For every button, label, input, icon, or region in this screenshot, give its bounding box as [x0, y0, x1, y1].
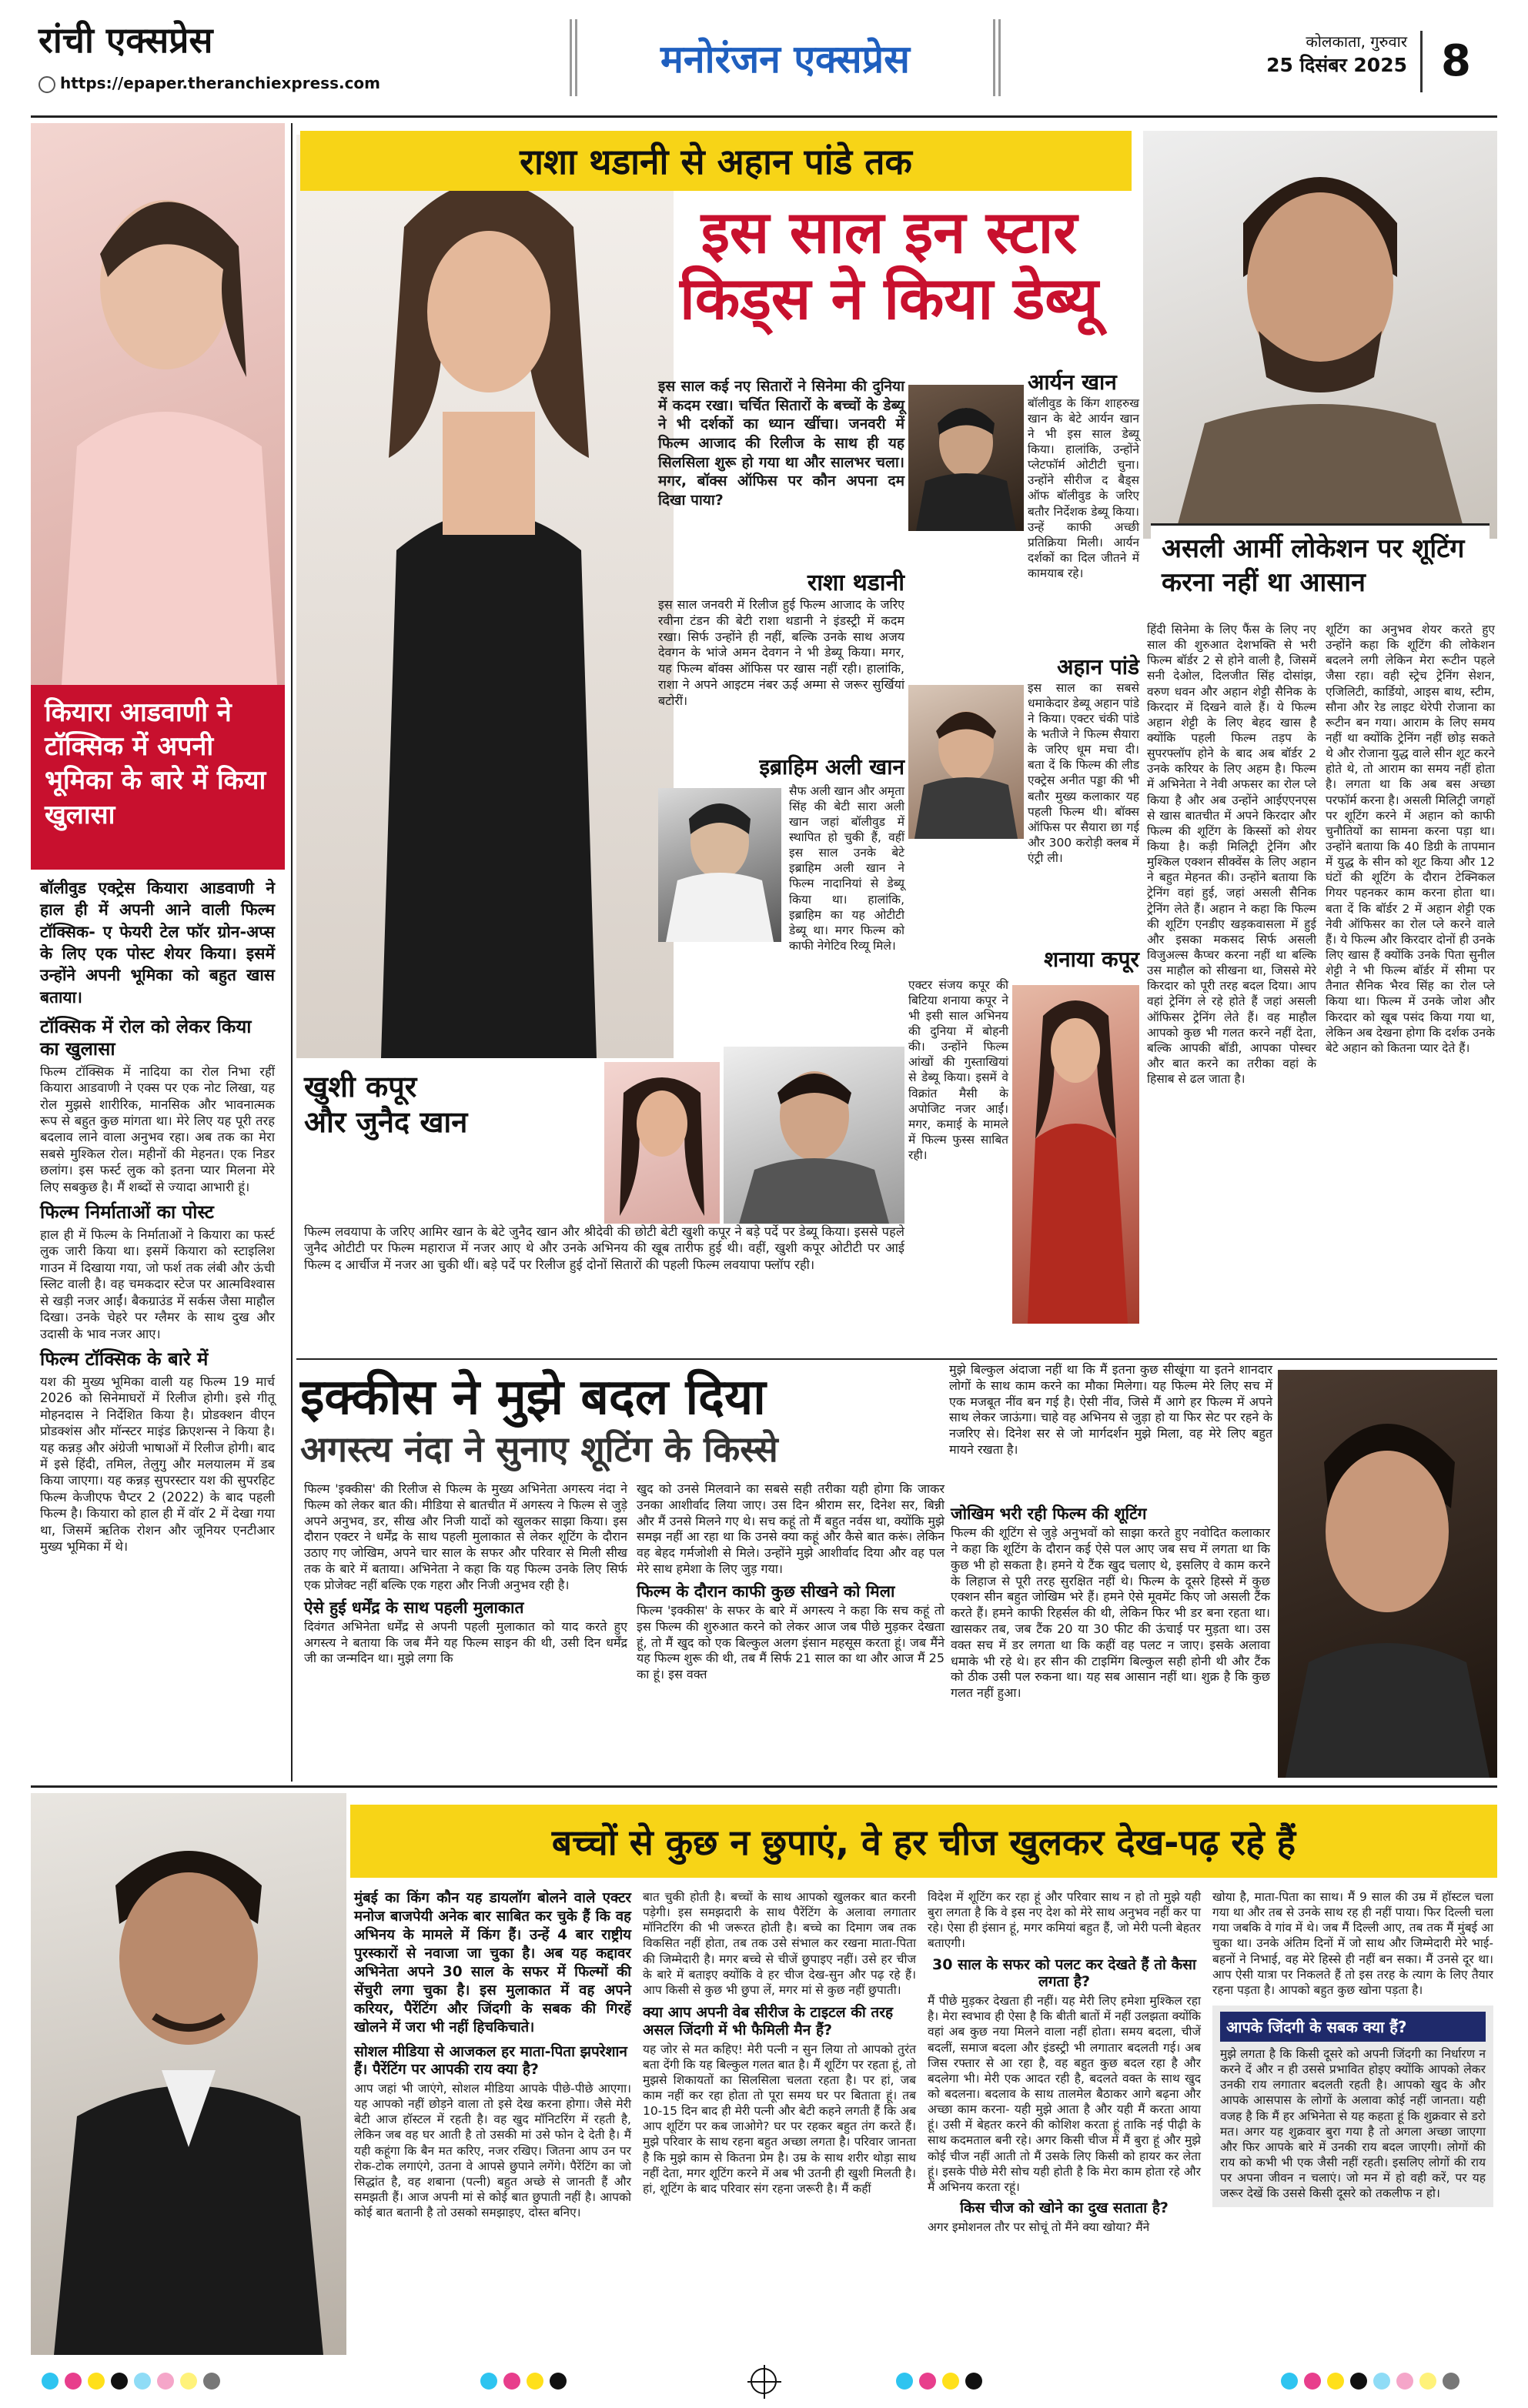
army-headline: असली आर्मी लोकेशन पर शूटिंग करना नहीं था आसान [1151, 523, 1490, 606]
khushi-name-2: और जुनैद खान [304, 1104, 468, 1139]
footer-marks [0, 2366, 1528, 2397]
ikkis-col-3 [951, 1505, 1270, 1702]
ikkis-col1-sub: ऐसे हुई धर्मेंद्र के साथ पहली मुलाकात [304, 1598, 524, 1617]
agastya-photo [1278, 1370, 1497, 1778]
rasha-body: इस साल जनवरी में रिलीज हुई फिल्म आजाद के जरिए रवीना टंडन की बेटी राशा थडानी ने इंडस्ट्री में कदम रखा। सिर्फ उन्होंने ही नहीं, बल्कि उनके साथ अजय देवगन के भांजे अमन देवगन ने भी डेब्यू किया। मगर, यह फिल्म बॉक्स ऑफिस पर खास नहीं रही। हालांकि, राशा ने अपने आइटम नंबर ऊई अम्मा से जरूर सुर्खियां बटोरीं। [658, 597, 904, 708]
ahaan-name: अहान पांडे [1057, 654, 1139, 680]
kiara-headline: कियारा आडवाणी ने टॉक्सिक में अपनी भूमिका के बारे में किया खुलासा [45, 697, 266, 830]
army-body-1: हिंदी सिनेमा के लिए फैंस के लिए नए साल की शुरुआत देशभक्ति से भरी फिल्म बॉर्डर 2 से होने वाली है, जिसमें सनी देओल, दिलजीत सिंह दोसांझ, वरुण धवन और अहान शेट्टी सैनिक के किरदार में दिखने वाले हैं। ये फिल्म अहान शेट्टी के लिए बेहद खास है क्योंकि पहली फिल्म तड़प के सुपरफ्लॉप होने के बाद अब बॉर्डर 2 उनके करियर के लिए अहम है। फिल्म में अभिनेता ने नेवी अफसर का रोल प्ले किया है और अब उन्होंने आईएएनएस से खास बातचीत में अपने किरदार और फिल्म की शूटिंग के किस्सों को शेयर किया है। कड़ी मिलिट्री ट्रेनिंग और मुश्किल एक्शन सीक्वेंस के लिए अहान ने बहुत मेहनत की। उन्होंने बताया कि ट्रेनिंग वहां हुई, जहां असली सैनिक ट्रेनिंग लेते हैं। अहान ने कहा कि फिल्म की शूटिंग एनडीए खड़कवासला में हुई और इसका मकसद सिर्फ असली विजुअल्स कैप्चर करना नहीं था बल्कि उस माहौल को सीखना था, जिससे मेरे किरदार को पूरी तरह बदल दिया। आप वहां ट्रेनिंग ले रहे होते हैं जहां असली ऑफिसर ट्रेनिंग लेते हैं। वह माहौल आपको कुछ भी गलत करने नहीं देता, बल्कि आपकी बॉडी, आपका पोस्चर और बात करने का तरीका वहां के हिसाब से ढल जाता है। [1147, 623, 1316, 1087]
kiara-article [40, 877, 275, 1555]
ikkis-col2-b: फिल्म 'इक्कीस' के सफर के बारे में अगस्त्य ने कहा कि सच कहूं तो इस फिल्म की शुरुआत करने को लेकर आज जब पीछे मुड़कर देखता हूं, तो मैं खुद को एक बिल्कुल अलग इंसान महसूस करता हूं। जब मैंने यह फिल्म शुरू की थी, तब मैं सिर्फ 21 साल का था और आज मैं 25 का हूं। इस वक्त [637, 1602, 945, 1682]
kiara-sub-2: फिल्म निर्माताओं का पोस्ट [40, 1201, 214, 1224]
dateline [1253, 31, 1407, 78]
aryan-photo [908, 385, 1024, 531]
kids-headline [639, 200, 1139, 332]
manoj-col-1 [354, 1889, 631, 2220]
khushi-block [296, 1062, 904, 1335]
rasha-name: राशा थडानी [807, 569, 904, 596]
registration-mark-icon [751, 2368, 777, 2394]
shanaya-block [908, 947, 1139, 1163]
manoj-col3-body: विदेश में शूटिंग कर रहा हूं और परिवार साथ न हो तो मुझे यही बुरा लगता है कि वे इस नए देश को मेरे साथ अनुभव नहीं कर पा रहे। ऐसा ही इंसान हूं, मगर कमियां बहुत हैं, जो मेरी पत्नी बेहतर बताएगी। [928, 1890, 1201, 1951]
masthead [0, 0, 1528, 115]
shanaya-name: शनाया कपूर [1044, 947, 1139, 972]
ibrahim-photo [658, 788, 781, 942]
khushi-title [304, 1070, 612, 1140]
manoj-photo [31, 1793, 346, 2355]
ikkis-col1-b: दिवंगत अभिनेता धर्मेंद्र से अपनी पहली मुलाकात को याद करते हुए अगस्त्य ने बताया कि जब मैंने यह फिल्म साइन की थी, उसी दिन धर्मेंद्र जी का जन्मदिन था। मुझे लगा कि [304, 1618, 627, 1666]
kiara-sub-3: फिल्म टॉक्सिक के बारे में [40, 1348, 209, 1371]
manoj-col4-body: खोया है, माता-पिता का साथ। मैं 9 साल की उम्र में हॉस्टल चला गया था और तब से उनके साथ रह ही नहीं पाया। फिर दिल्ली चला गया जबकि वे गांव में थे। जब मैं दिल्ली आए, तब तक मैं मुंबई आ चुका था। उनके अंतिम दिनों में जो साथ और जिम्मेदारी मेरे भाई-बहनों ने निभाई, वह मेरे हिस्से ही नहीं बन सका। मैं उनसे दूर था। आप ऐसी यात्रा पर निकलते हैं तो इस तरह के त्याग के लिए तैयार रहना पड़ता है। आपको बहुत कुछ खोना पड़ता है। [1212, 1890, 1493, 1997]
feature-rule [296, 1358, 1497, 1360]
kiara-photo [31, 123, 285, 685]
manoj-intro: मुंबई का किंग कौन यह डायलॉग बोलने वाले एक्टर मनोज बाजपेयी अनेक बार साबित कर चुके हैं कि वह अभिनय के मामले में किंग हैं। उन्हें 4 बार राष्ट्रीय पुरस्कारों से नवाजा जा चुका है। अब यह कद्दावर अभिनेता अपने 30 साल के सफर में फिल्मों की सेंचुरी लगा चुका है। इस मुलाकात में वह अपने करियर, पैरेंटिंग और जिंदगी के सबक की गिरहें खोलने में जरा भी नहीं हिचकिचाते। [354, 1890, 631, 2036]
aryan-name: आर्यन खान [1028, 369, 1117, 395]
globe-icon [38, 76, 55, 93]
ikkis-col1-body: फिल्म 'इक्कीस' की रिलीज से फिल्म के मुख्य अभिनेता अगस्त्य नंदा ने फिल्म को लेकर बात की। मीडिया से बातचीत में अगस्त्य ने फिल्म से जुड़े अपने अनुभव, डर, सीख और निजी यादों को खुलकर साझा किया। इस दौरान एक्टर ने धर्मेंद्र के साथ पहली मुलाकात से लेकर शूटिंग के दौरान उठाए गए जोखिम, अपने चार साल के सफर और परिवार से मिली सीख तक के बारे में बताया। अभिनेता ने कहा कि यह फिल्म उनके लिए सिर्फ एक प्रोजेक्ट नहीं बल्कि एक गहरा और निजी अनुभव रही है। [304, 1481, 627, 1592]
kiara-intro: बॉलीवुड एक्ट्रेस कियारा आडवाणी ने हाल ही में अपनी आने वाली फिल्म टॉक्सिक- ए फेयरी टेल फॉर ग्रोन-अप्स के लिए एक पोस्ट शेयर किया। इसमें उन्होंने अपनी भूमिका को बहुत खास बताया। [40, 879, 275, 1007]
ikkis-col-2 [637, 1481, 945, 1683]
junaid-photo [724, 1047, 904, 1224]
ahan-shetty-photo [1143, 131, 1497, 539]
manoj-q4: किस चीज को खोने का दुख सताता है? [960, 2199, 1169, 2216]
section-banner [570, 19, 1001, 96]
manoj-headline-bar [350, 1805, 1497, 1878]
rasha-photo [296, 135, 674, 1058]
rasha-block [658, 569, 904, 710]
color-dots-right [1278, 2373, 1463, 2393]
ikkis-col3-sub: जोखिम भरी रही फिल्म की शूटिंग [951, 1505, 1147, 1523]
lessons-question: आपके जिंदगी के सबक क्या हैं? [1220, 2012, 1486, 2042]
bottom-section-rule [31, 1785, 1497, 1788]
manoj-q2: क्या आप अपनी वेब सीरीज के टाइटल की तरह असल जिंदगी में भी फैमिली मैन हैं? [643, 2003, 894, 2039]
kids-intro: इस साल कई नए सितारों ने सिनेमा की दुनिया में कदम रखा। चर्चित सितारों के बच्चों के डेब्यू ने भी दर्शकों का ध्यान खींचा। जनवरी में फिल्म आजाद की रिलीज के साथ ही यह सिलसिला शुरू हो गया था और सालभर चला। मगर, बॉक्स ऑफिस पर कौन अपना दम दिखा पाया? [658, 378, 904, 509]
manoj-col2-body: बात चुकी होती है। बच्चों के साथ आपको खुलकर बात करनी पड़ेगी। इस समझदारी के साथ पैरेंटिंग के अलावा लगातार मॉनिटरिंग की भी जरूरत होती है। बच्चे का दिमाग जब तक विकसित नहीं होता, तब तक उसे संभाल कर रखना माता-पिता की जिम्मेदारी है। मगर बच्चे से चीजें छुपाइए नहीं। उसे हर चीज के बारे में बताइए क्योंकि वे हर चीज देख-सुन और पढ़ रहे हैं। आप किसी से कुछ भी छुपा लें, मगर मां से कुछ नहीं छुपाती। [643, 1890, 916, 1997]
ahaan-photo [908, 685, 1024, 839]
issue-date: 25 दिसंबर 2025 [1266, 54, 1407, 76]
manoj-a4: अगर इमोशनल तौर पर सोचूं तो मैंने क्या खोया? मैंने [928, 2219, 1150, 2234]
ikkis-subhead: अगस्त्य नंदा ने सुनाए शूटिंग के किस्से [300, 1428, 778, 1470]
ikkis-top-right: मुझे बिल्कुल अंदाजा नहीं था कि मैं इतना कुछ सीखूंगा या इतने शानदार लोगों के साथ काम करने का मौका मिलेगा। यह फिल्म मेरे लिए सच में एक मजबूत नींव बन गई है। ऐसी नींव, जिसे मैं आगे हर फिल्म में अपने साथ लेकर जाऊंगा। चाहे वह अभिनय से जुड़ा हो या फिर सेट पर रहने के नजरिए से। दिनेश सर से जो मार्गदर्शन मुझे मिला, वह मेरे लिए बहुत मायने रखता है। [949, 1362, 1272, 1457]
army-body-2: शूटिंग का अनुभव शेयर करते हुए उन्होंने कहा कि शूटिंग की लोकेशन बदलने लगी लेकिन मेरा रूटीन पहले जैसा रहा। वही स्ट्रेच ट्रेनिंग सेशन, एजिलिटी, कार्डियो, आइस बाथ, स्टीम, सौना और रेड लाइट थेरेपी रोजाना का रूटीन बन गया। आराम के लिए समय नहीं था क्योंकि ट्रेनिंग नहीं छोड़ सकते थे और रोजाना युद्ध वाले सीन शूट करने होते थे, तो आराम का समय नहीं होता है। लगता था कि अब बस अच्छा परफॉर्म करना है। असली मिलिट्री जगहों पर शूटिंग करने में अहान को काफी चुनौतियों का सामना करना पड़ा था। उन्होंने बताया कि 40 डिग्री के तापमान में युद्ध के सीन को शूट किया और 12 घंटों की शूटिंग के दौरान टेक्निकल गियर पहनकर काम करना होता था। बता दें कि बॉर्डर 2 में अहान शेट्टी एक नेवी ऑफिसर का रोल प्ले करने वाले हैं। ये फिल्म और किरदार दोनों ही उनके लिए खास हैं क्योंकि उनके पिता सुनील शेट्टी ने भी फिल्म बॉर्डर में सीमा पर तैनात सैनिक भैरव सिंह का रोल प्ले किया था। फिल्म में उनके जोश और किरदार को खूब पसंद किया गया था, लेकिन अब देखना होगा कि दर्शक उनके बेटे अहान को कितना प्यार देते हैं। [1326, 623, 1495, 1055]
manoj-a2: यह जोर से मत कहिए! मेरी पत्नी न सुन लिया तो आपको तुरंत बता देंगी कि यह बिल्कुल गलत बात है। मैं शूटिंग पर रहता हूं, तो मुझसे शिकायतों का सिलसिला चलता रहता है। पर हां, जब काम नहीं कर रहा होता तो पूरा समय घर पर बिताता हूं। तब 10-15 दिन बाद ही मेरी पत्नी और बेटी कहने लगती हैं कि अब आप शूटिंग पर कब जाओगे? घर पर रहकर बहुत तंग करते हैं। मुझे परिवार के साथ रहना बहुत अच्छा लगता है। परिवार जानता है कि मुझे काम से कितना प्रेम है। उम्र के साथ शरीर थोड़ा साथ नहीं देता, मगर शूटिंग करने में अब भी उतनी ही खुशी मिलती है। हां, शूटिंग के बाद परिवार संग रहना जरूरी है। मैं कहीं [643, 2042, 916, 2196]
color-dots-center [477, 2373, 570, 2393]
ikkis-headline: इक्कीस ने मुझे बदल दिया [300, 1369, 766, 1426]
kiara-headline-box [31, 685, 285, 870]
aryan-block [908, 369, 1139, 581]
manoj-headline: बच्चों से कुछ न छुपाएं, वे हर चीज खुलकर देख-पढ़ रहे हैं [551, 1821, 1296, 1863]
ahaan-body: इस साल का सबसे धमाकेदार डेब्यू अहान पांडे ने किया। एक्टर चंकी पांडे के भतीजे ने फिल्म सैयारा के जरिए धूम मचा दी। बता दें कि फिल्म की लीड एक्ट्रेस अनीत पड्डा की भी बतौर मुख्य कलाकार यह पहली फिल्म थी। बॉक्स ऑफिस पर सैयारा छा गई और 300 करोड़ी क्लब में एंट्री ली। [1028, 680, 1139, 866]
kiara-body-2: हाल ही में फिल्म के निर्माताओं ने कियारा का फर्स्ट लुक जारी किया था। इसमें कियारा को स्टाइलिश गाउन में दिखाया गया, जो फर्श तक लंबी और ऊंची स्लिट वाली है। वह चमकदार स्टेज पर आत्मविश्वास से खड़ी नजर आईं। बैकग्राउंड में सर्कस जैसा माहौल दिखा। उनके चेहरे पर ग्लैमर के साथ दुख और उदासी के भाव नजर आए। [40, 1227, 275, 1341]
kids-kicker: राशा थडानी से अहान पांडे तक [520, 141, 912, 182]
shanaya-photo [1012, 985, 1139, 1324]
city-day: कोलकाता, गुरुवार [1306, 32, 1407, 51]
page-number: 8 [1420, 31, 1490, 92]
aryan-body: बॉलीवुड के किंग शाहरुख खान के बेटे आर्यन खान ने भी इस साल डेब्यू किया। हालांकि, उन्होंने प्लेटफॉर्म ओटीटी चुना। उन्होंने सीरीज द बैड्स ऑफ बॉलीवुड के जरिए बतौर निर्देशक डेब्यू किया। उन्हें काफी अच्छी प्रतिक्रिया मिली। आर्यन दर्शकों का दिल जीतने में कामयाब रहे। [1028, 396, 1139, 581]
shanaya-body: एक्टर संजय कपूर की बिटिया शनाया कपूर ने भी इसी साल अभिनय की दुनिया में बोहनी की। उन्होंने फिल्म आंखों की गुस्ताखियां से डेब्यू किया। इसमें वे विक्रांत मैसी के अपोजिट नजर आईं। मगर, कमाई के मामले में फिल्म फुस्स साबित रही। [908, 977, 1008, 1163]
kids-kicker-bar [300, 131, 1132, 191]
kids-headline-1: इस साल इन स्टार [700, 198, 1078, 266]
manoj-a3: मैं पीछे मुड़कर देखता ही नहीं। यह मेरी लिए हमेशा मुश्किल रहा है। मेरा स्वभाव ही ऐसा है कि बीती बातों में नहीं उलझता क्योंकि वहां अब कुछ नया मिलने वाला नहीं होता। समय बदला, चीजें बदलीं, समाज बदला और इंडस्ट्री भी लगातार बदलती गई। अब जिस रफ्तार से आ रहा है, वह बहुत कुछ बदल रहा है और बदलेगा भी। मेरी एक आदत रही है, बदलते वक्त के साथ खुद को बदलना। बदलाव के साथ तालमेल बैठाकर आगे बढ़ना और अच्छा काम करना- यही मुझे आता है और यही मैं करता आया हूं। उसी में बेहतर करने की कोशिश करता हूं ताकि नई पीढ़ी के साथ कदमताल बनी रहे। अगर किसी चीज में मैं बुरा हूं और मुझे कोई चीज नहीं आती तो मैं उसके लिए किसी को हायर कर लेता हूं। इसके पीछे मेरी सोच यही होती है कि मेरा काम होता रहे और मैं अभिनय करता रहूं। [928, 1994, 1201, 2194]
manoj-col-2 [643, 1889, 916, 2196]
ikkis-headline-block [300, 1370, 939, 1472]
ibrahim-block [658, 754, 904, 954]
khushi-name-1: खुशी कपूर [304, 1070, 417, 1104]
ikkis-col2-sub: फिल्म के दौरान काफी कुछ सीखने को मिला [637, 1581, 895, 1601]
masthead-rule [31, 115, 1497, 118]
ahaan-block [908, 654, 1139, 866]
kiara-body-1: फिल्म टॉक्सिक में नादिया का रोल निभा रहीं कियारा आडवाणी ने एक्स पर एक नोट लिखा, यह रोल मुझसे शारीरिक, मानसिक और भावनात्मक रूप से बहुत कुछ मांगता था। मेरे लिए यह पूरी तरह बदलाव लाने वाला अनुभव रहा। अब तक का मेरा सबसे मुश्किल रोल। महीनों की मेहनत। एक निडर छलांग। इस फर्स्ट लुक को इतना प्यार मिलना मेरे लिए सबकुछ है। मैं शब्दों से ज्यादा आभारी हूं। [40, 1064, 275, 1194]
paper-logo: रांची एक्सप्रेस [38, 19, 213, 61]
ikkis-col2-body: खुद को उनसे मिलवाने का सबसे सही तरीका यही होगा कि जाकर उनका आशीर्वाद लिया जाए। उस दिन श्रीराम सर, दिनेश सर, बिन्नी और मैं उनसे मिलने गए थे। सच कहूं तो मैं बहुत नर्वस था, क्योंकि मुझे समझ नहीं आ रहा था कि उनसे क्या कहूं और कैसे बात करूं। लेकिन वह बेहद गर्मजोशी से मिले। उन्होंने मुझे आशीर्वाद दिया और वह पल मेरे साथ हमेशा के लिए जुड़ गया। [637, 1481, 945, 1576]
manoj-q1: सोशल मीडिया से आजकल हर माता-पिता झपरेशान हैं। पैरेंटिंग पर आपकी राय क्या है? [354, 2043, 627, 2079]
ikkis-col-1 [304, 1481, 627, 1667]
section-title: मनोरंजन एक्सप्रेस [660, 37, 910, 82]
khushi-photo [604, 1062, 720, 1224]
kiara-sub-1: टॉक्सिक में रोल को लेकर किया का खुलासा [40, 1016, 252, 1060]
lessons-answer: मुझे लगता है कि किसी दूसरे को अपनी जिंदगी का निर्धारण न करने दें और न ही उससे प्रभावित होइए क्योंकि आपको लेकर उनकी राय लगातार बदलती रहती है। आपको खुद के और आपके आसपास के लोगों के अलावा कोई नहीं जानता। यही वजह है कि मैं हर अभिनेता से यह कहता हूं कि शुक्रवार से डरो मत। अगर यह शुक्रवार बुरा गया है तो अगला अच्छा जाएगा और फिर आपके बारे में उनकी राय बदल जाएगी। लोगों की राय को कभी भी एक जैसी नहीं रहती। इसलिए लोगों की राय पर अपना जीवन न चलाएं। जो मन में हो वही करें, पर यह जरूर देखें कि उससे किसी दूसरे को तकलीफ न हो। [1220, 2046, 1486, 2201]
url-row[interactable]: https://epaper.theranchiexpress.com [38, 74, 380, 93]
ikkis-col3-body: फिल्म की शूटिंग से जुड़े अनुभवों को साझा करते हुए नवोदित कलाकार ने कहा कि शूटिंग के दौरान कई ऐसे पल आए जब सच में लगता था कि कुछ भी हो सकता है। हमने ये टैंक खुद चलाए थे, इसलिए वे काम करने के लिहाज से पूरी तरह सुरक्षित नहीं थे। फिल्म के दूसरे हिस्से में कुछ एक्शन सीन बहुत जोखिम भरे हैं। हमने ऐसे मूवमेंट किए जो असली टैंक करते हैं। हमने काफी रिहर्सल की थी, लेकिन फिर भी डर बना रहता था। खासकर तब, जब टैंक 20 या 30 फीट की ऊंचाई पर मुड़ता था। उस वक्त सच में डर लगता था कि कहीं वह पलट न जाए। इसके अलावा धमाके भी रहे थे। हर सीन की टाइमिंग बिल्कुल सही होनी थी और टैंक को ठीक उसी पल रुकना था। यह सब आसान नहीं था। शुक्र है कि कुछ गलत नहीं हुआ। [951, 1525, 1270, 1701]
left-column-rule [291, 123, 293, 1782]
color-dots-right-center [893, 2373, 985, 2393]
manoj-q3: 30 साल के सफर को पलट कर देखते हैं तो कैसा लगता है? [932, 1955, 1196, 1991]
kiara-body-3: यश की मुख्य भूमिका वाली यह फिल्म 19 मार्च 2026 को सिनेमाघरों में रिलीज होगी। इसे गीतू मोहनदास ने निर्देशित किया है। प्रोडक्शन वीएन प्रोडक्शंस और मॉन्स्टर माइंड क्रिएशन्स ने किया है। यह कन्नड़ और अंग्रेजी भाषाओं में रिलीज होगी। बाद में इसे हिंदी, तमिल, तेलुगु और मलयालम में डब किया जाएगा। यह कन्नड़ सुपरस्टार यश की सुपरहिट फिल्म केजीएफ चैप्टर 2 (2022) के बाद पहली फिल्म है। कियारा को हाल ही में वॉर 2 में देखा गया था, जिसमें ऋतिक रोशन और जूनियर एनटीआर मुख्य भूमिका में थे। [40, 1374, 275, 1555]
lessons-box [1212, 2006, 1493, 2207]
khushi-body: फिल्म लवयापा के जरिए आमिर खान के बेटे जुनैद खान और श्रीदेवी की छोटी बेटी खुशी कपूर ने बड़े पर्दे पर डेब्यू किया। इससे पहले जुनैद ओटीटी पर फिल्म महाराज में नजर आए थे और उनके अभिनय की खूब तारीफ हुई थी। वहीं, खुशी कपूर ओटीटी पर आई फिल्म द आर्चीज में नजर आ चुकी थीं। बड़े पर्दे पर रिलीज हुई दोनों सितारों की पहली फिल्म लवयापा फ्लॉप रही। [304, 1224, 904, 1272]
manoj-col-3 [928, 1889, 1201, 2235]
manoj-col-4 [1212, 1889, 1493, 2207]
kids-headline-2: किड्स ने किया डेब्यू [680, 263, 1098, 332]
manoj-a1: आप जहां भी जाएंगे, सोशल मीडिया आपके पीछे-पीछे आएगा। यह आपको नहीं छोड़ने वाला तो इसे देख करना होगा। जैसे मेरी बेटी आज हॉस्टल में रहती है। वह खुद मॉनिटरिंग में रहती है, लेकिन जब वह घर आती है तो उसकी मां उसे फोन दे देती है। मैं यही कहूंगा कि बैन मत करिए, नजर रखिए। जितना आप उन पर रोक-टोक लगाएंगे, उतना वे आपसे छुपाने लगेंगे। पैरेंटिंग का जो सिद्धांत है, वह शबाना (पत्नी) बहुत अच्छे से जानती हैं और समझती हैं। आज अपनी मां से कोई बात छुपाती नहीं है। आपको कोई बात बतानी है तो उसको समझाइए, दोस्त बनिए। [354, 2081, 631, 2220]
ibrahim-name: इब्राहिम अली खान [759, 754, 904, 780]
ibrahim-body: सैफ अली खान और अमृता सिंह की बेटी सारा अली खान जहां बॉलीवुड में स्थापित हो चुकी हैं, वहीं इस साल उनके बेटे इब्राहिम अली खान ने फिल्म नादानियां से डेब्यू किया था। हालांकि, इब्राहिम का यह ओटीटी डेब्यू था। मगर फिल्म को काफी नेगेटिव रिव्यू मिले। [789, 783, 904, 953]
color-dots-left [38, 2373, 223, 2393]
